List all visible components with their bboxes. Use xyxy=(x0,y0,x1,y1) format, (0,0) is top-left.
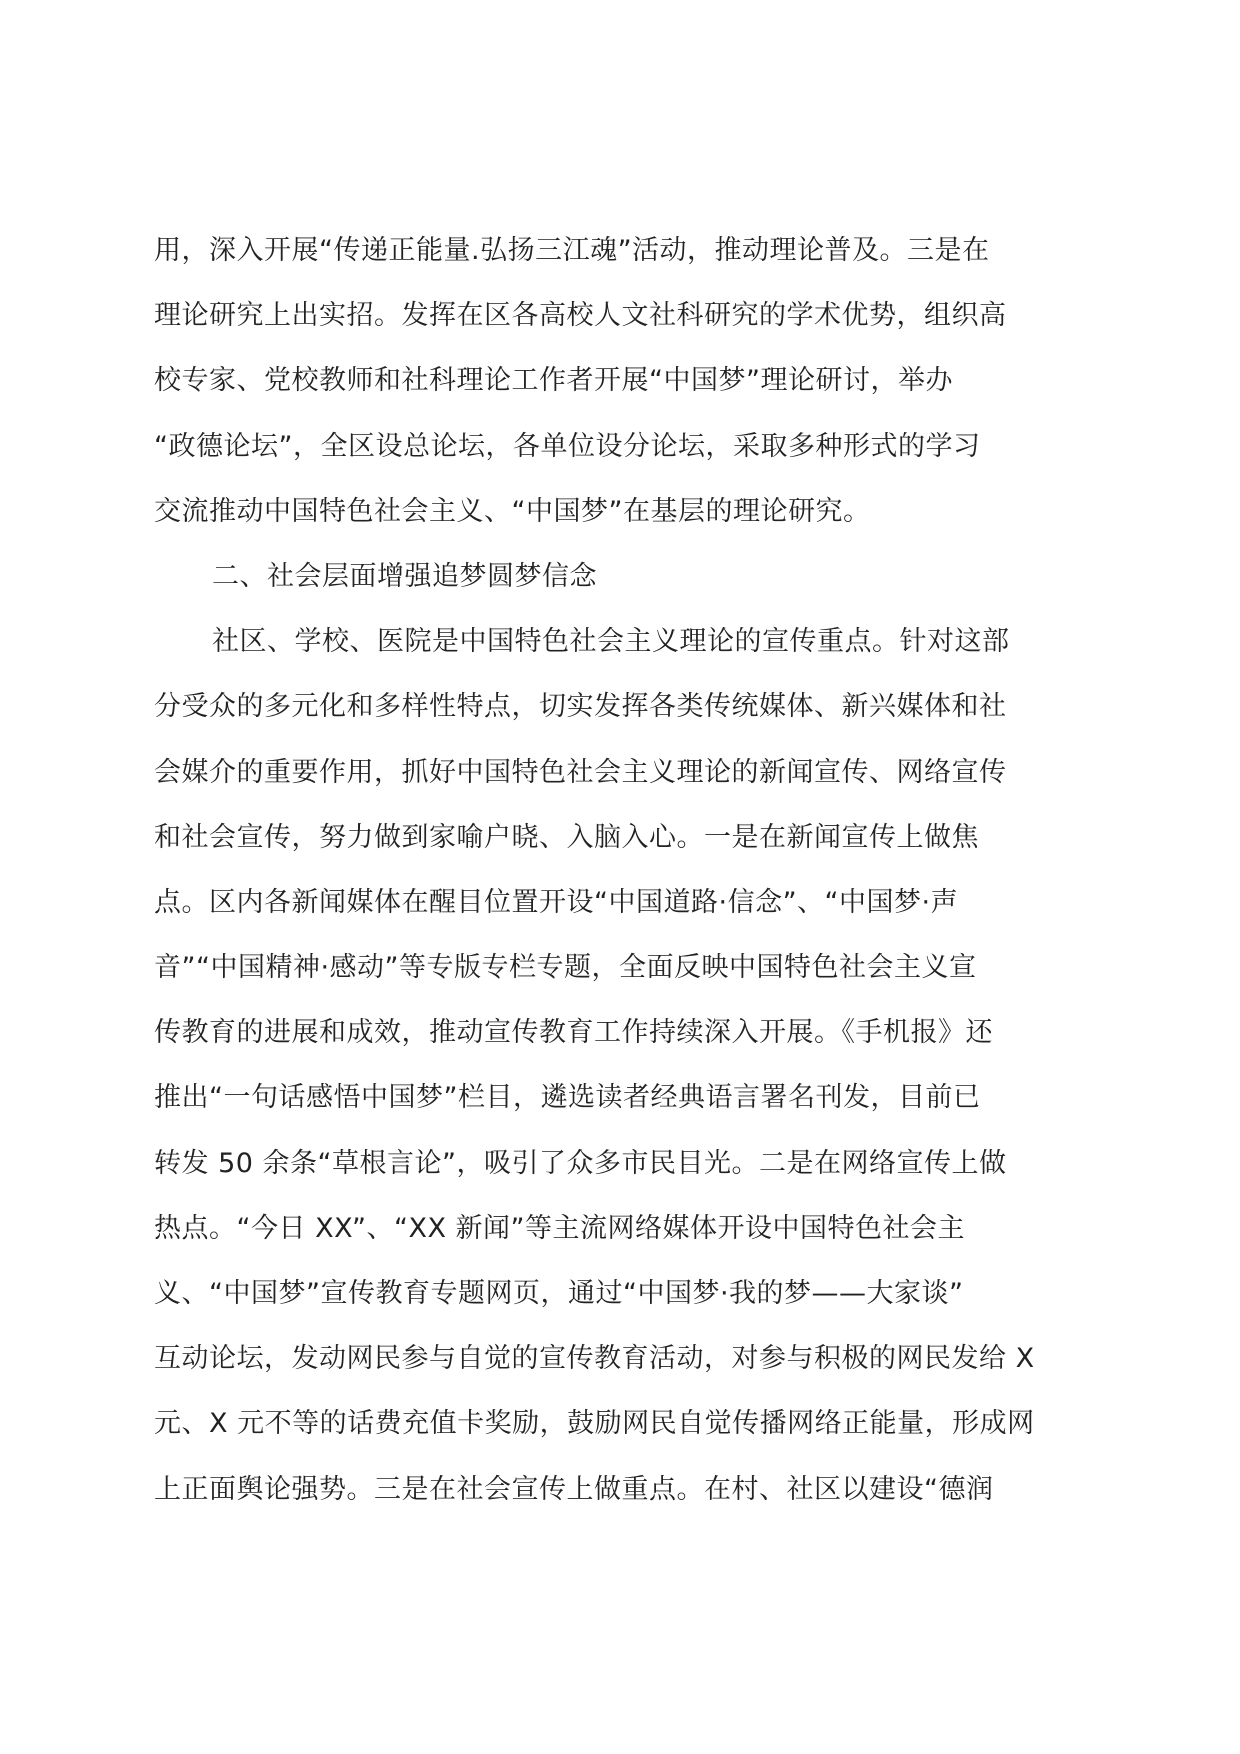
text-line: 上正面舆论强势。三是在社会宣传上做重点。在村、社区以建设“德润 xyxy=(154,1473,994,1505)
text-line: 点。区内各新闻媒体在醒目位置开设“中国道路·信念”、“中国梦·声 xyxy=(154,886,959,918)
text-line: 校专家、党校教师和社科理论工作者开展“中国梦”理论研讨，举办 xyxy=(154,365,953,397)
text-line: 热点。“今日 XX”、“XX 新闻”等主流网络媒体开设中国特色社会主 xyxy=(154,1212,966,1244)
text-line: 用，深入开展“传递正能量.弘扬三江魂”活动，推动理论普及。三是在 xyxy=(154,235,990,266)
text-line: 元、X 元不等的话费充值卡奖励，鼓励网民自觉传播网络正能量，形成网 xyxy=(154,1408,1035,1440)
text-line: 转发 50 余条“草根言论”，吸引了众多市民目光。二是在网络宣传上做 xyxy=(154,1147,1007,1179)
text-line: 交流推动中国特色社会主义、“中国梦”在基层的理论研究。 xyxy=(154,495,871,527)
text-line: 推出“一句话感悟中国梦”栏目，遴选读者经典语言署名刊发，目前已 xyxy=(154,1082,981,1114)
text-line: 社区、学校、医院是中国特色社会主义理论的宣传重点。针对这部 xyxy=(212,626,1010,658)
section-heading: 二、社会层面增强追梦圆梦信念 xyxy=(212,560,597,592)
text-line: 理论研究上出实招。发挥在区各高校人文社科研究的学术优势，组织高 xyxy=(154,300,1007,332)
body-text xyxy=(154,218,1094,1522)
text-line: 和社会宣传，努力做到家喻户晓、入脑入心。一是在新闻宣传上做焦 xyxy=(154,821,979,853)
text-line: 互动论坛，发动网民参与自觉的宣传教育活动，对参与积极的网民发给 X xyxy=(154,1343,1035,1375)
text-line: 义、“中国梦”宣传教育专题网页，通过“中国梦·我的梦——大家谈” xyxy=(154,1278,964,1309)
text-line: “政德论坛”，全区设总论坛，各单位设分论坛，采取多种形式的学习 xyxy=(154,430,981,462)
text-line: 会媒介的重要作用，抓好中国特色社会主义理论的新闻宣传、网络宣传 xyxy=(154,756,1007,788)
text-line: 音”“中国精神·感动”等专版专栏专题，全面反映中国特色社会主义宣 xyxy=(154,952,977,984)
text-line: 分受众的多元化和多样性特点，切实发挥各类传统媒体、新兴媒体和社 xyxy=(154,691,1007,723)
text-line: 传教育的进展和成效，推动宣传教育工作持续深入开展。《手机报》还 xyxy=(154,1017,993,1049)
